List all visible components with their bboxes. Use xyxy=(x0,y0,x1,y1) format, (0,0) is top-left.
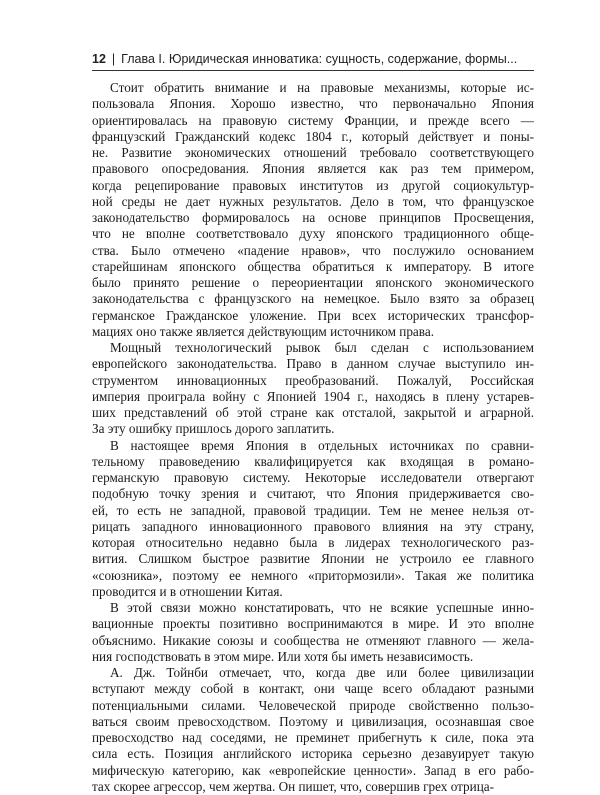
header-rule xyxy=(92,70,534,71)
paragraph-first-line: В настоящее время Япония в отдельных источниках по сравни- xyxy=(110,437,534,453)
paragraph-line: потенциальными силами. Человеческой природе свойственно пользо- xyxy=(92,697,534,713)
paragraph-line: ной среды не дает нужных результатов. Дело в том, что французское xyxy=(92,193,534,209)
paragraph-line: германское Гражданское уложение. При всех исторических трансфор- xyxy=(92,307,534,323)
paragraph-line: было принято решение о переориентации японского экономического xyxy=(92,275,534,290)
running-header xyxy=(92,52,532,66)
paragraph-line: рицать западного инновационного правового влияния на эту страну, xyxy=(92,518,534,534)
paragraph-line: вационные проекты позитивно воспринимаются в мире. И это вполне xyxy=(92,616,534,632)
paragraph-line: сила есть. Позиция английского историка серьезно дезавуирует такую xyxy=(92,746,534,762)
paragraph-line: европейского законодательства. Право в данном случае выступило ин- xyxy=(92,356,534,372)
paragraph-line: ших представлений об этой стране как отсталой, закрытой и аграрной. xyxy=(92,405,534,420)
paragraph-line: проводится и в отношении Китая. xyxy=(92,583,283,599)
paragraph-line: ей, то есть не западной, правовой традиции. Тем не менее нельзя от- xyxy=(92,502,534,518)
paragraph-line: законодательство формировалось на основе принципов Просвещения, xyxy=(92,210,534,225)
body-text xyxy=(92,80,534,795)
paragraph-line: ваться своим превосходством. Поэтому и цивилизация, осознавшая свое xyxy=(92,713,534,729)
paragraph-line: вступают между собой в контакт, они чаще всего обладают разными xyxy=(92,681,534,697)
paragraph-line: правового опосредования. Япония является как раз тем примером, xyxy=(92,161,534,177)
paragraph-first-line: А. Дж. Тойнби отмечает, что, когда две или более цивилизации xyxy=(110,665,534,680)
paragraph-first-line: Стоит обратить внимание и на правовые механизмы, которые ис- xyxy=(110,80,534,95)
header-separator: | xyxy=(111,52,116,66)
paragraph-line: что не вполне соответствовало духу японского традиционного обще- xyxy=(92,226,534,242)
paragraph-line: тах скорее агрессор, чем жертва. Он пишет, что, совершив грех отрица- xyxy=(92,778,494,794)
paragraph-line: французский Гражданский кодекс 1804 г., который действует и поны- xyxy=(92,128,534,144)
paragraph-line: объяснимо. Никакие союзы и сообщества не отменяют главного — жела- xyxy=(92,632,534,648)
chapter-title: Глава I. Юридическая инноватика: сущность, содержание, формы... xyxy=(121,52,518,66)
paragraph-line: «союзника», поэтому ее немного «притормозили». Такая же политика xyxy=(92,567,534,583)
paragraph-line: империя проиграла войну с Японией 1904 г., находясь в плену устарев- xyxy=(92,388,534,404)
paragraph-line: тельному правоведению квалифицируется как входящая в романо- xyxy=(92,453,534,469)
paragraph-line: ния господствовать в этом мире. Или хотя бы иметь независимость. xyxy=(92,648,474,664)
paragraph-first-line: В этой связи можно констатировать, что не всякие успешные инно- xyxy=(110,600,534,615)
paragraph-line: превосходство над соседями, не преминет прибегнуть к силе, пока эта xyxy=(92,730,534,745)
paragraph-line: пользовала Япония. Хорошо известно, что первоначально Япония xyxy=(92,96,534,112)
page-number: 12 xyxy=(92,52,106,66)
paragraph-line: законодательства с французского на немецкое. Было взято за образец xyxy=(92,291,534,307)
paragraph-line: мациях оно также является действующим источником права. xyxy=(92,323,434,339)
paragraph-line: мифическую категорию, как «европейские ценности». Запад в его рабо- xyxy=(92,762,534,778)
paragraph-line: когда рецепирование правовых институтов из другой социокультур- xyxy=(92,177,534,193)
paragraph-line: не. Развитие экономических отношений требовало соответствующего xyxy=(92,145,534,160)
paragraph-line: старейшинам японского общества обратиться к императору. В итоге xyxy=(92,258,534,274)
paragraph-line: За эту ошибку пришлось дорого заплатить. xyxy=(92,421,335,437)
paragraph-first-line: Мощный технологический рывок был сделан с использованием xyxy=(110,340,534,355)
paragraph-line: ориентировалась на правовую систему Франции, и прежде всего — xyxy=(92,112,534,128)
paragraph-line: германскую правовую систему. Некоторые исследователи отвергают xyxy=(92,470,534,485)
paragraph-line: которая относительно недавно была в лидерах технологического раз- xyxy=(92,535,534,550)
paragraph-line: ства. Было отмечено «падение нравов», что послужило основанием xyxy=(92,242,534,258)
paragraph-line: струментом инновационных преобразований. Пожалуй, Российская xyxy=(92,372,534,388)
paragraph-line: подобную точку зрения и считают, что Япония придерживается сво- xyxy=(92,486,534,502)
paragraph-line: вития. Слишком быстрое развитие Японии не устроило ее главного xyxy=(92,551,534,567)
